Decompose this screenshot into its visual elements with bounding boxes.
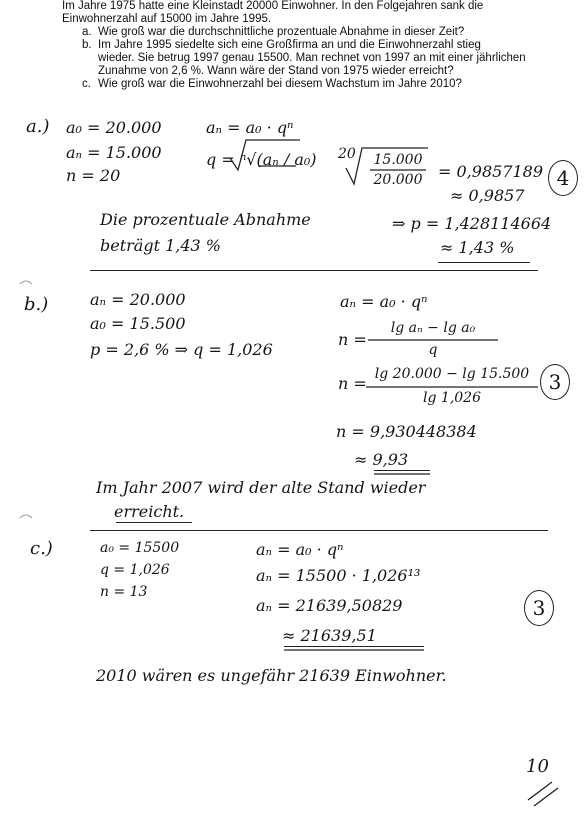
a-p-rounded: ≈ 1,43 % bbox=[440, 238, 515, 257]
b-formula: aₙ = a₀ · qⁿ bbox=[340, 292, 428, 311]
a-given-n: n = 20 bbox=[66, 166, 121, 185]
a-text-line2: beträgt 1,43 % bbox=[100, 236, 221, 255]
b-given-a0: a₀ = 15.500 bbox=[90, 314, 186, 333]
question-b: b. Im Jahre 1995 siedelte sich eine Großfirma an und die Einwohnerzahl stieg wieder. Sie betrug 1997 genau 15500. Man rechnet von 1997 an mit einer jährlichen Zunahme von 2,6 %. Wann wäre der Stand von 1975 wieder erreicht? bbox=[82, 39, 526, 77]
b-n2-denominator: lg 1,026 bbox=[423, 390, 481, 406]
b-text-line2: erreicht. bbox=[114, 502, 185, 521]
c-answer-text: 2010 wären es ungefähr 21639 Einwohner. bbox=[96, 666, 447, 685]
a-given-a0: a₀ = 20.000 bbox=[66, 118, 162, 137]
c-substitution: aₙ = 15500 · 1,026¹³ bbox=[256, 566, 421, 585]
a-formula: aₙ = a₀ · qⁿ bbox=[206, 118, 294, 137]
a-result-rounded: ≈ 0,9857 bbox=[450, 186, 525, 205]
b-given-p: p = 2,6 % ⇒ q = 1,026 bbox=[90, 340, 273, 359]
a-score-circle: 4 bbox=[548, 160, 578, 196]
page-total-score: 10 bbox=[526, 756, 549, 777]
question-c: c. Wie groß war die Einwohnerzahl bei diesem Wachstum im Jahre 2010? bbox=[82, 78, 462, 90]
c-result: aₙ = 21639,50829 bbox=[256, 596, 403, 615]
c-rounded: ≈ 21639,51 bbox=[282, 626, 377, 645]
c-formula: aₙ = a₀ · qⁿ bbox=[256, 540, 344, 559]
a-radical-stroke-2 bbox=[346, 148, 428, 184]
part-c-label: c.) bbox=[30, 538, 53, 559]
b-text-line1: Im Jahr 2007 wird der alte Stand wieder bbox=[96, 478, 426, 497]
a-text-line1: Die prozentuale Abnahme bbox=[100, 210, 311, 229]
b-n-numerator: lg aₙ − lg a₀ bbox=[390, 320, 476, 336]
a-q-expression: q = ⁿ√(aₙ / a₀) bbox=[206, 150, 317, 169]
c-given-q: q = 1,026 bbox=[100, 562, 170, 578]
c-given-n: n = 13 bbox=[100, 584, 148, 600]
margin-mark-1 bbox=[20, 281, 32, 284]
c-given-a0: a₀ = 15500 bbox=[100, 540, 180, 556]
b-n-result: n = 9,930448384 bbox=[336, 422, 477, 441]
total-slash-1 bbox=[528, 782, 552, 800]
a-denominator: 20.000 bbox=[373, 172, 423, 188]
b-n-lhs-2: n = bbox=[338, 374, 367, 393]
b-given-an: aₙ = 20.000 bbox=[90, 290, 186, 309]
b-n-lhs: n = bbox=[338, 330, 367, 349]
a-numerator: 15.000 bbox=[373, 152, 423, 168]
task-intro-line2: Einwohnerzahl auf 15000 im Jahre 1995. bbox=[62, 13, 272, 25]
total-slash-2 bbox=[534, 788, 558, 806]
b-n-rounded: ≈ 9,93 bbox=[354, 450, 409, 469]
margin-mark-2 bbox=[20, 515, 32, 518]
part-a-label: a.) bbox=[26, 116, 50, 137]
a-result: = 0,9857189 bbox=[438, 162, 544, 181]
c-score-circle: 3 bbox=[524, 590, 554, 626]
a-given-an: aₙ = 15.000 bbox=[66, 143, 162, 162]
b-n-denominator: q bbox=[428, 342, 438, 358]
part-b-label: b.) bbox=[24, 294, 49, 315]
question-a: a. Wie groß war die durchschnittliche prozentuale Abnahme in dieser Zeit? bbox=[82, 26, 465, 38]
b-n2-numerator: lg 20.000 − lg 15.500 bbox=[374, 366, 530, 382]
task-intro-line1: Im Jahre 1975 hatte eine Kleinstadt 20000 Einwohner. In den Folgejahren sank die bbox=[62, 0, 484, 12]
a-p-result: ⇒ p = 1,428114664 bbox=[392, 214, 552, 233]
b-score-circle: 3 bbox=[540, 364, 570, 400]
a-root-index: 20 bbox=[338, 146, 356, 162]
